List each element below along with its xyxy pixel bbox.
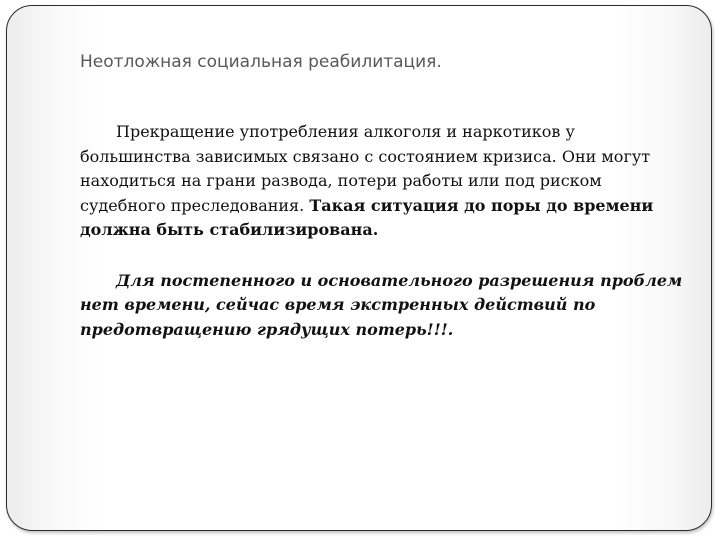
paragraph-crisis: [80, 120, 685, 243]
paragraph-crisis-text: Прекращение употребления алкоголя и наркотиков у большинства зависимых связано с состоянием кризиса. Они могут находиться на грани развода, потери работы или под риском судебного преследования.: [80, 122, 651, 215]
slide-title: Неотложная социальная реабилитация.: [80, 52, 442, 72]
paragraph-urgency: Для постепенного и основательного разрешения проблем нет времени, сейчас время экстренных действий по предотвращению грядущих потерь!!!.: [80, 270, 683, 339]
slide-body: [80, 120, 685, 342]
paragraph-crisis-emphasis: Такая ситуация до поры до времени должна быть стабилизирована.: [80, 195, 654, 239]
